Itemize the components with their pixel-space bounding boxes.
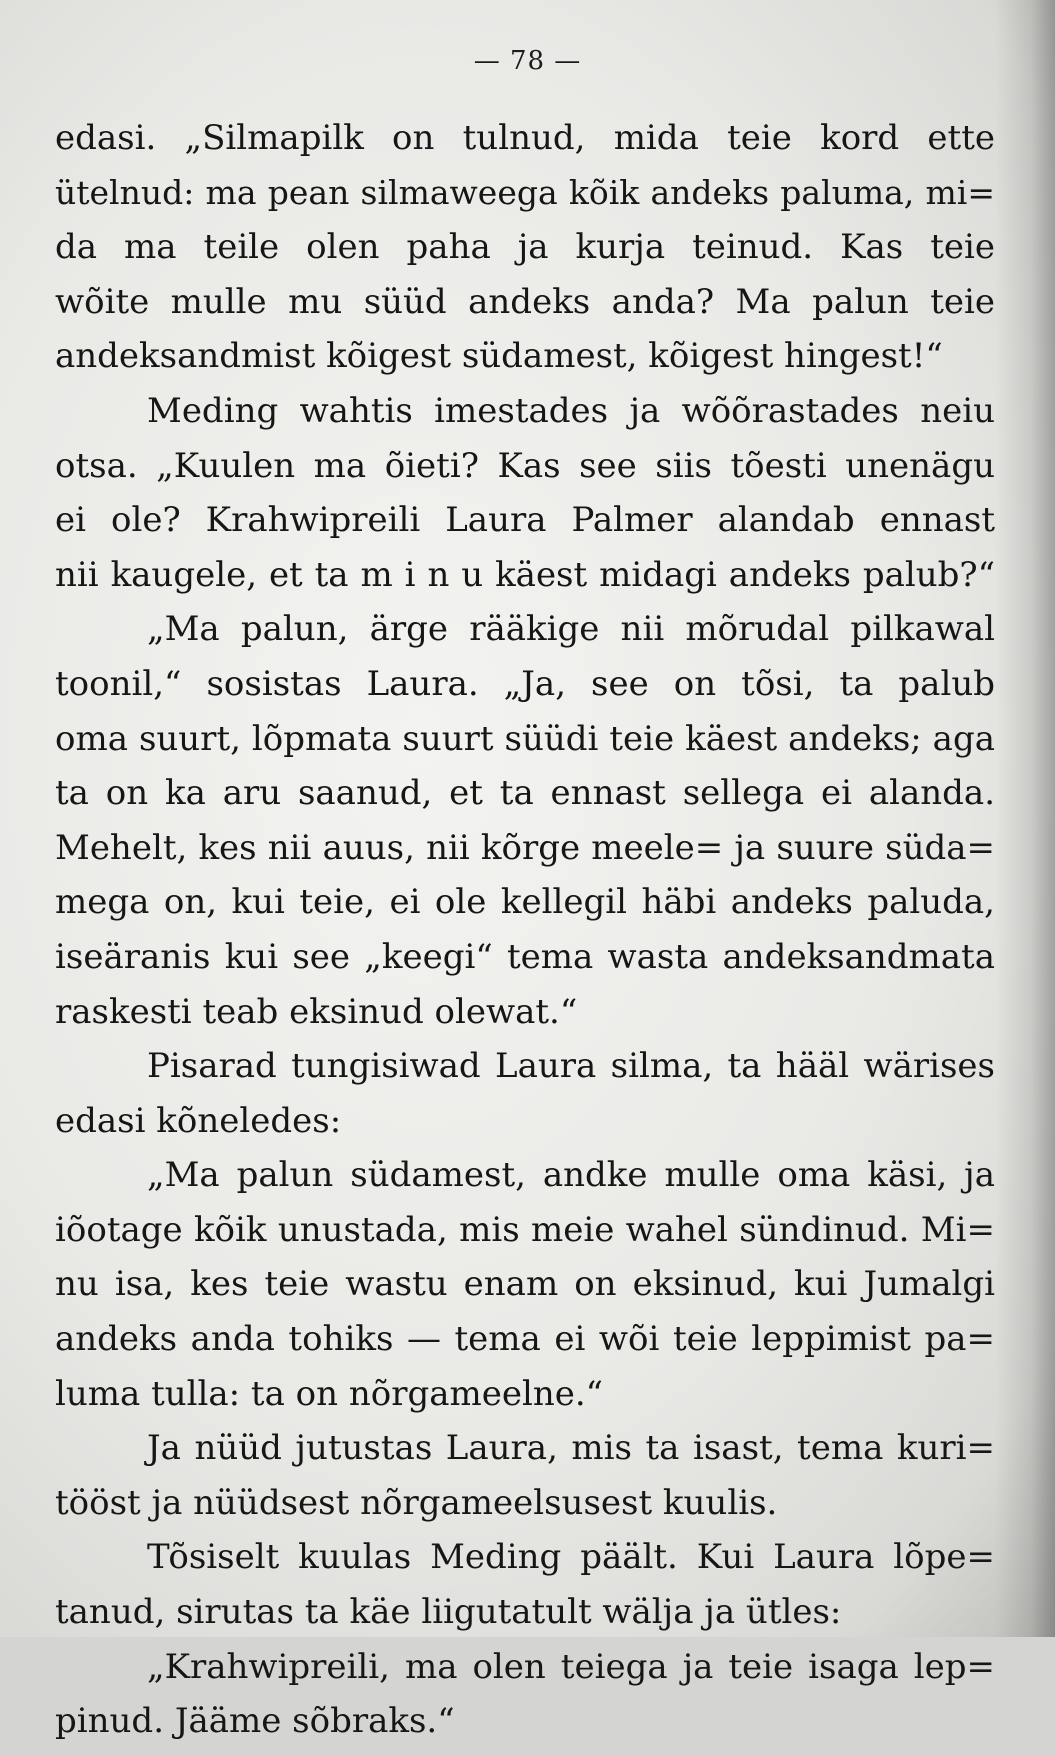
text-line: tanud, sirutas ta käe liigutatult wälja ja ütles: xyxy=(55,1592,842,1633)
text-line: otsa. „Kuulen ma õieti? Kas see siis tõesti unenägu xyxy=(55,445,995,486)
text-line: da ma teile olen paha ja kurja teinud. Kas teie xyxy=(55,227,995,268)
page-edge-shadow xyxy=(995,0,1055,1637)
text-line: „Krahwipreili, ma olen teiega ja teie isaga lep= xyxy=(147,1646,995,1687)
text-line: nii kaugele, et ta m i n u käest midagi andeks palub?“ xyxy=(55,554,995,595)
text-line: andeksandmist kõigest südamest, kõigest hingest!“ xyxy=(55,336,943,377)
text-line: edasi. „Silmapilk on tulnud, mida teie kord ette xyxy=(55,118,995,158)
text-line: andeks anda tohiks — tema ei wõi teie leppimist pa= xyxy=(55,1319,995,1360)
text-block xyxy=(55,118,995,1756)
text-line: ta on ka aru saanud, et ta ennast sellega ei alanda. xyxy=(55,773,995,814)
text-line: Meding wahtis imestades ja wõõrastades neiu xyxy=(147,390,995,431)
text-line: pinud. Jääme sõbraks.“ xyxy=(55,1701,455,1742)
text-line: nu isa, kes teie wastu enam on eksinud, kui Jumalgi xyxy=(55,1264,995,1305)
text-line: „Ma palun südamest, andke mulle oma käsi, ja xyxy=(147,1155,995,1196)
text-line: tööst ja nüüdsest nõrgameelsusest kuulis. xyxy=(55,1482,778,1523)
text-line: toonil,“ sosistas Laura. „Ja, see on tõsi, ta palub xyxy=(55,663,995,704)
text-line: luma tulla: ta on nõrgameelne.“ xyxy=(55,1373,604,1414)
text-line: edasi kõneledes: xyxy=(55,1100,342,1141)
text-line: iõotage kõik unustada, mis meie wahel sündinud. Mi= xyxy=(55,1209,995,1250)
text-line: Pisarad tungisiwad Laura silma, ta hääl wärises xyxy=(147,1046,995,1087)
text-line: ütelnud: ma pean silmaweega kõik andeks paluma, mi= xyxy=(55,172,995,212)
text-line: Ja nüüd jutustas Laura, mis ta isast, tema kuri= xyxy=(147,1428,995,1469)
text-line: mega on, kui teie, ei ole kellegil häbi andeks paluda, xyxy=(55,882,995,923)
text-line: wõite mulle mu süüd andeks anda? Ma palun teie xyxy=(55,281,995,322)
text-line: Tõsiselt kuulas Meding päält. Kui Laura lõpe= xyxy=(147,1537,995,1578)
text-line: raskesti teab eksinud olewat.“ xyxy=(55,991,578,1032)
text-line: „Ma palun, ärge rääkige nii mõrudal pilkawal xyxy=(147,609,995,650)
text-line: Mehelt, kes nii auus, nii kõrge meele= ja suure süda= xyxy=(55,827,995,868)
page-number: — 78 — xyxy=(473,46,582,76)
text-line: iseäranis kui see „keegi“ tema wasta andeksandmata xyxy=(55,936,995,977)
text-line: oma suurt, lõpmata suurt süüdi teie käest andeks; aga xyxy=(55,718,995,759)
text-line: ei ole? Krahwipreili Laura Palmer alandab ennast xyxy=(55,500,995,541)
